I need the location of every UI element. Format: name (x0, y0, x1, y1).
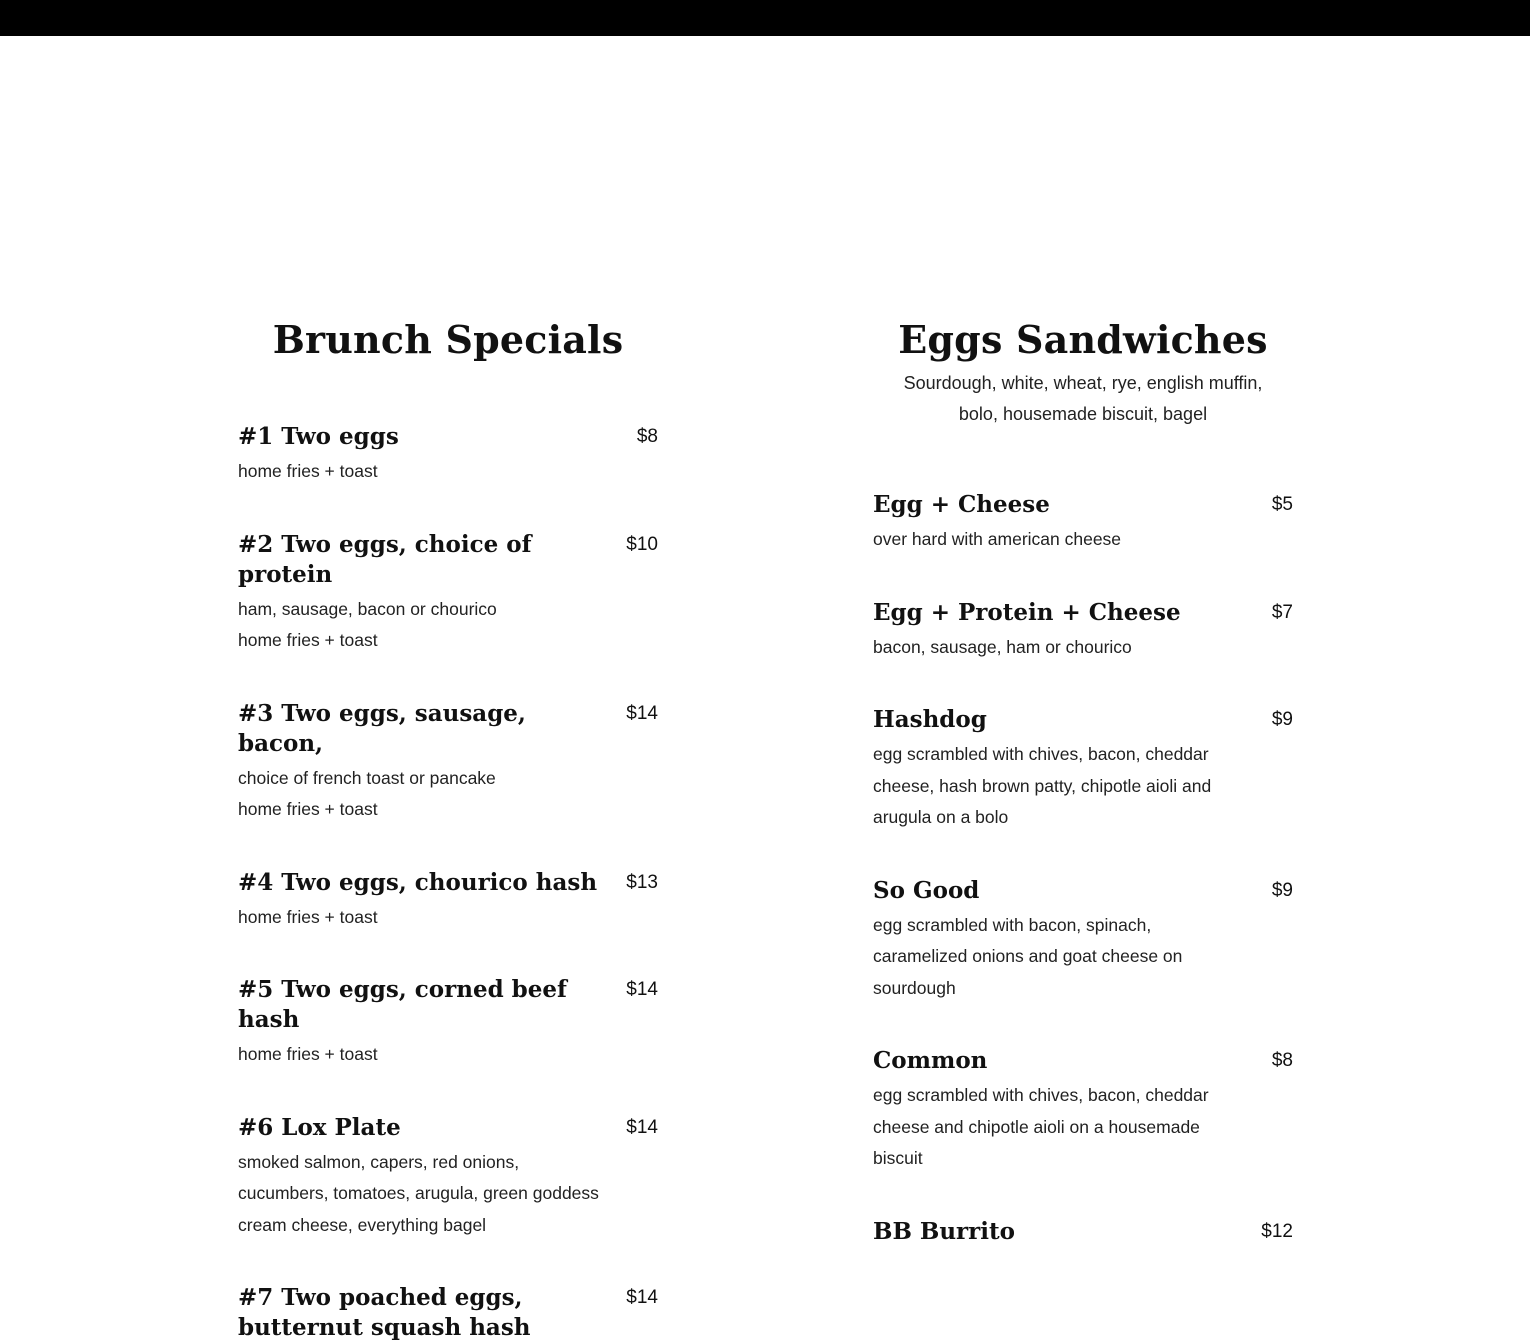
brunch-items-list (238, 422, 658, 1343)
menu-item-price: $8 (636, 426, 658, 447)
menu-item-price: $5 (1271, 494, 1293, 515)
menu-item (873, 598, 1293, 664)
menu-item-description (238, 1039, 603, 1071)
menu-item-name: Egg + Cheese (873, 491, 1050, 518)
menu-item-price: $14 (626, 979, 658, 1000)
menu-item-name: Egg + Protein + Cheese (873, 598, 1181, 626)
menu-item (873, 705, 1293, 834)
menu-item (238, 530, 658, 657)
menu-item-price: $8 (1271, 1050, 1293, 1071)
menu-item (238, 868, 658, 934)
menu-item-price: $9 (1271, 709, 1293, 730)
description-line: home fries + toast (238, 799, 378, 819)
description-line: home fries + toast (238, 1044, 378, 1064)
menu-item-name: So Good (873, 876, 980, 904)
brunch-specials-section (238, 314, 658, 1343)
menu-item-description: bacon, sausage, ham or chourico (873, 636, 1132, 657)
menu-item-description: egg scrambled with bacon, spinach, caramelized onions and goat cheese on sourdough (873, 914, 1183, 998)
menu-item-name: #1 Two eggs (238, 423, 399, 450)
menu-item-price: $7 (1271, 601, 1293, 623)
menu-item-description: over hard with american cheese (873, 529, 1122, 549)
menu-item-description (238, 594, 603, 657)
menu-item-price: $14 (626, 702, 658, 724)
menu-item (238, 975, 658, 1071)
description-line: home fries + toast (238, 630, 378, 650)
section-title-eggs-sandwiches: Eggs Sandwiches (898, 317, 1268, 362)
menu-item-price: $9 (1271, 879, 1293, 901)
menu-item (873, 876, 1293, 1005)
menu-item-name: #5 Two eggs, corned beef hash (238, 976, 567, 1033)
menu-item (873, 490, 1293, 556)
menu-item (873, 1217, 1293, 1247)
menu-item-name: #3 Two eggs, sausage, bacon, (238, 699, 526, 757)
menu-item (873, 1046, 1293, 1175)
menu-item-description: egg scrambled with chives, bacon, cheddar cheese and chipotle aioli on a housemade biscuit (873, 1085, 1209, 1168)
bread-options-subtitle: Sourdough, white, wheat, rye, english muffin, bolo, housemade biscuit, bagel (903, 373, 1263, 424)
menu-item-name: #4 Two eggs, chourico hash (238, 868, 598, 896)
description-line: smoked salmon, capers, red onions, cucumbers, tomatoes, arugula, green goddess cream cheese, everything bagel (238, 1151, 599, 1235)
menu-item (238, 422, 658, 488)
description-line: home fries + toast (238, 461, 378, 481)
menu-item-description (238, 1147, 603, 1242)
menu-item-name: #7 Two poached eggs, butternut squash hash (238, 1284, 531, 1341)
menu-item-price: $13 (626, 871, 658, 893)
menu-item-name: #2 Two eggs, choice of protein (238, 530, 532, 588)
menu-item-price: $14 (626, 1287, 658, 1308)
menu-item-name: BB Burrito (873, 1217, 1015, 1245)
eggs-sandwiches-section (873, 314, 1293, 1247)
menu-item-description: egg scrambled with chives, bacon, cheddar cheese, hash brown patty, chipotle aioli and arugula on a bolo (873, 744, 1212, 827)
menu-item (238, 1283, 658, 1343)
menu-item-description (238, 902, 603, 934)
sandwich-items-list (873, 490, 1293, 1247)
menu-item-price: $12 (1261, 1220, 1293, 1242)
menu-item (238, 1113, 658, 1242)
menu-item-name: Hashdog (873, 706, 987, 733)
menu-item-description (238, 456, 603, 488)
description-line: home fries + toast (238, 906, 378, 927)
menu-item-description (238, 763, 603, 826)
menu-item-price: $10 (626, 533, 658, 555)
description-line: choice of french toast or pancake (238, 767, 496, 788)
description-line: ham, sausage, bacon or chourico (238, 598, 497, 619)
top-header-bar (0, 0, 1530, 36)
menu-item-name: #6 Lox Plate (238, 1113, 401, 1141)
menu-item-price: $14 (626, 1116, 658, 1138)
section-title-brunch-specials: Brunch Specials (272, 317, 624, 362)
menu-item (238, 699, 658, 826)
menu-item-name: Common (873, 1047, 988, 1074)
